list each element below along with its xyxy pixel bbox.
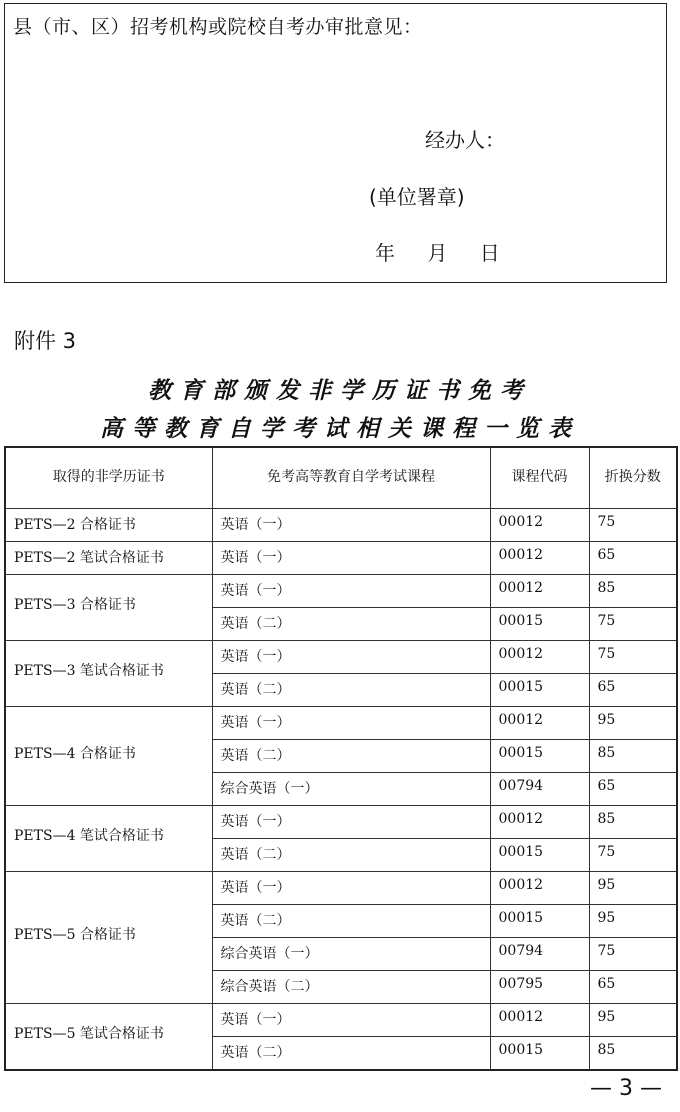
- certificate-name: PETS—2 笔试合格证书: [14, 550, 164, 566]
- seal-label: (单位署章): [369, 185, 465, 209]
- converted-score-cell: [589, 674, 677, 707]
- converted-score-cell: [589, 806, 677, 839]
- certificate-cell: [5, 1004, 212, 1071]
- converted-score: 95: [597, 712, 616, 728]
- converted-score-cell: [589, 839, 677, 872]
- course-name-cell: [212, 1004, 490, 1037]
- course-name: 英语（一）: [220, 517, 291, 533]
- course-name: 英语（一）: [220, 583, 291, 599]
- course-code: 00012: [498, 811, 544, 827]
- page-number: — 3 —: [590, 1076, 662, 1101]
- converted-score: 65: [597, 547, 616, 563]
- converted-score: 65: [597, 976, 616, 992]
- table-row: [5, 872, 677, 905]
- course-name: 综合英语（一）: [220, 946, 319, 962]
- course-name-cell: [212, 641, 490, 674]
- certificate-cell: [5, 575, 212, 641]
- date-month: 月: [427, 241, 448, 265]
- course-name-cell: [212, 542, 490, 575]
- header-score-label: 折换分数: [604, 469, 661, 485]
- table-row: [5, 542, 677, 575]
- course-name-cell: [212, 872, 490, 905]
- converted-score-cell: [589, 707, 677, 740]
- course-name: 综合英语（二）: [220, 979, 319, 995]
- course-code: 00015: [498, 844, 544, 860]
- converted-score: 75: [597, 844, 616, 860]
- course-name: 英语（一）: [220, 1012, 291, 1028]
- course-name: 英语（一）: [220, 550, 291, 566]
- course-code: 00012: [498, 514, 544, 530]
- course-code: 00015: [498, 1042, 544, 1058]
- course-code-cell: [490, 641, 589, 674]
- converted-score: 95: [597, 1009, 616, 1025]
- course-name-cell: [212, 773, 490, 806]
- header-certificate: [5, 447, 212, 509]
- converted-score-cell: [589, 773, 677, 806]
- course-name-cell: [212, 905, 490, 938]
- certificate-cell: [5, 806, 212, 872]
- converted-score: 65: [597, 679, 616, 695]
- course-name: 英语（二）: [220, 682, 291, 698]
- header-course-label: 免考高等教育自学考试课程: [267, 469, 435, 485]
- header-code: [490, 447, 589, 509]
- converted-score: 75: [597, 943, 616, 959]
- course-code: 00795: [498, 976, 544, 992]
- course-name-cell: [212, 839, 490, 872]
- course-code: 00012: [498, 646, 544, 662]
- converted-score-cell: [589, 740, 677, 773]
- certificate-name: PETS—5 笔试合格证书: [14, 1026, 164, 1042]
- certificate-cell: [5, 641, 212, 707]
- course-code-cell: [490, 608, 589, 641]
- table-body: [5, 509, 677, 1071]
- course-name: 英语（一）: [220, 715, 291, 731]
- course-code-cell: [490, 575, 589, 608]
- course-code-cell: [490, 1037, 589, 1071]
- course-name: 英语（二）: [220, 847, 291, 863]
- course-code: 00015: [498, 910, 544, 926]
- course-name: 英语（一）: [220, 814, 291, 830]
- table-header-row: [5, 447, 677, 509]
- course-code-cell: [490, 872, 589, 905]
- certificate-cell: [5, 509, 212, 542]
- course-code-cell: [490, 938, 589, 971]
- course-code: 00015: [498, 613, 544, 629]
- converted-score-cell: [589, 1004, 677, 1037]
- table-row: [5, 575, 677, 608]
- converted-score: 85: [597, 1042, 616, 1058]
- certificate-name: PETS—4 合格证书: [14, 745, 136, 762]
- course-name-cell: [212, 740, 490, 773]
- date-day: 日: [479, 241, 500, 265]
- course-name-cell: [212, 1037, 490, 1071]
- course-code: 00794: [498, 778, 544, 794]
- course-name-cell: [212, 575, 490, 608]
- table-row: [5, 641, 677, 674]
- table-row: [5, 1004, 677, 1037]
- course-name: 英语（二）: [220, 913, 291, 929]
- course-code-cell: [490, 707, 589, 740]
- course-code: 00012: [498, 712, 544, 728]
- course-code: 00012: [498, 580, 544, 596]
- course-name: 英语（一）: [220, 880, 291, 896]
- course-code: 00012: [498, 877, 544, 893]
- converted-score-cell: [589, 905, 677, 938]
- document-title-line2: 高等教育自学考试相关课程一览表: [100, 415, 580, 442]
- certificate-name: PETS—4 笔试合格证书: [14, 828, 164, 844]
- converted-score: 85: [597, 811, 616, 827]
- header-course: [212, 447, 490, 509]
- converted-score-cell: [589, 938, 677, 971]
- course-name-cell: [212, 608, 490, 641]
- date-year: 年: [375, 241, 395, 265]
- course-code-cell: [490, 839, 589, 872]
- course-code-cell: [490, 740, 589, 773]
- header-certificate-label: 取得的非学历证书: [52, 469, 165, 485]
- course-name: 英语（二）: [220, 748, 291, 764]
- date-line: [375, 237, 526, 266]
- converted-score-cell: [589, 575, 677, 608]
- certificate-name: PETS—5 合格证书: [14, 927, 136, 943]
- converted-score: 75: [597, 613, 616, 629]
- converted-score: 75: [597, 646, 616, 662]
- converted-score: 95: [597, 910, 616, 926]
- course-code-cell: [490, 1004, 589, 1037]
- course-name-cell: [212, 971, 490, 1004]
- header-score: [589, 447, 677, 509]
- course-code-cell: [490, 674, 589, 707]
- course-name: 英语（一）: [220, 649, 291, 665]
- course-code-cell: [490, 905, 589, 938]
- course-code-cell: [490, 806, 589, 839]
- document-title-line1: 教育部颁发非学历证书免考: [148, 377, 532, 404]
- converted-score-cell: [589, 608, 677, 641]
- converted-score: 85: [597, 580, 616, 596]
- course-code-cell: [490, 971, 589, 1004]
- certificate-cell: [5, 542, 212, 575]
- certificate-cell: [5, 872, 212, 1004]
- approval-heading: 县（市、区）招考机构或院校自考办审批意见：: [13, 16, 423, 38]
- course-name: 综合英语（一）: [220, 781, 319, 797]
- table-row: [5, 509, 677, 542]
- certificate-name: PETS—3 笔试合格证书: [14, 663, 164, 679]
- course-code: 00015: [498, 679, 544, 695]
- course-code-cell: [490, 773, 589, 806]
- course-code: 00012: [498, 547, 544, 563]
- course-code: 00012: [498, 1009, 544, 1025]
- course-name-cell: [212, 806, 490, 839]
- converted-score-cell: [589, 641, 677, 674]
- attachment-label: 附件 3: [14, 329, 77, 353]
- course-code-cell: [490, 509, 589, 542]
- converted-score-cell: [589, 509, 677, 542]
- course-table: [4, 446, 678, 1071]
- course-code-cell: [490, 542, 589, 575]
- course-code: 00794: [498, 943, 544, 959]
- converted-score-cell: [589, 872, 677, 905]
- certificate-name: PETS—2 合格证书: [14, 517, 136, 533]
- course-name-cell: [212, 707, 490, 740]
- converted-score-cell: [589, 971, 677, 1004]
- course-name-cell: [212, 938, 490, 971]
- table-row: [5, 707, 677, 740]
- converted-score: 95: [597, 877, 616, 893]
- converted-score-cell: [589, 1037, 677, 1071]
- course-name-cell: [212, 674, 490, 707]
- course-name-cell: [212, 509, 490, 542]
- certificate-cell: [5, 707, 212, 806]
- course-code: 00015: [498, 745, 544, 761]
- course-name: 英语（二）: [220, 1045, 291, 1061]
- converted-score-cell: [589, 542, 677, 575]
- handler-label: 经办人：: [425, 128, 505, 152]
- certificate-name: PETS—3 合格证书: [14, 597, 136, 613]
- course-name: 英语（二）: [220, 616, 291, 632]
- converted-score: 75: [597, 514, 616, 530]
- converted-score: 85: [597, 745, 616, 761]
- table-row: [5, 806, 677, 839]
- header-code-label: 课程代码: [511, 469, 568, 485]
- approval-box: [4, 3, 667, 283]
- converted-score: 65: [597, 778, 616, 794]
